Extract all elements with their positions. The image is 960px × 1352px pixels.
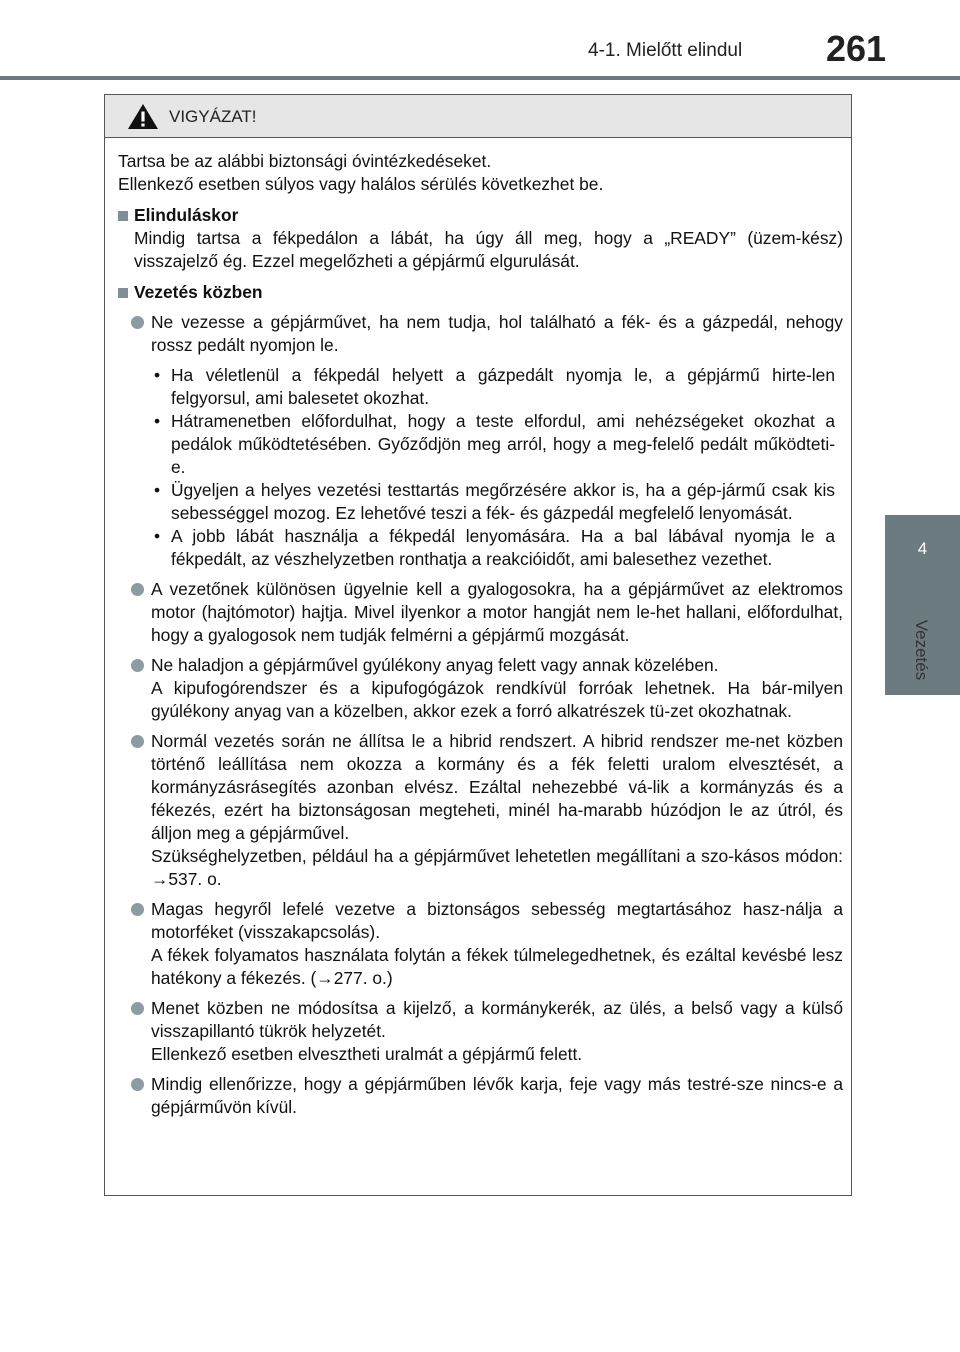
circle-bullet-icon [131, 1078, 144, 1091]
sub-list-item: • Ügyeljen a helyes vezetési testtartás megőrzésére akkor is, ha a gép-jármű csak kis sebességgel mozog. Ez lehetővé teszi a fék- és gázpedál megfelelő lenyomását. [151, 479, 835, 525]
circle-bullet-icon [131, 659, 144, 672]
section-heading [118, 204, 843, 227]
item-text: A kipufogórendszer és a kipufogógázok rendkívül forróak lehetnek. Ha bár-milyen gyúlékony anyag van a közelben, akkor ezek a forró alkatrészek tü-zet okozhatnak. [151, 678, 843, 721]
item-text: A fékek folyamatos használata folytán a fékek túlmelegedhetnek, és ezáltal kevésbé lesz hatékony a fékezés. (→277. o.) [151, 945, 843, 988]
chapter-label [896, 610, 946, 690]
item-text: Ellenkező esetben elvesztheti uralmát a gépjármű felett. [151, 1044, 583, 1064]
list-item [131, 578, 843, 647]
item-text: Ne vezesse a gépjárművet, ha nem tudja, hol található a fék- és a gázpedál, nehogy rossz pedált nyomjon le. [151, 312, 843, 355]
page-number: 261 [826, 28, 887, 69]
warning-box [104, 94, 852, 1196]
list-item [131, 730, 843, 891]
item-text: Mindig ellenőrizze, hogy a gépjárműben lévők karja, feje vagy más testré-sze nincs-e a gépjárművön kívül. [151, 1074, 843, 1117]
section-heading [118, 281, 843, 304]
intro-line: Ellenkező esetben súlyos vagy halálos sérülés következhet be. [118, 174, 604, 194]
item-text: Ne haladjon a gépjárművel gyúlékony anyag felett vagy annak közelében. [151, 655, 719, 675]
list-item [131, 1073, 843, 1119]
warning-triangle-icon [127, 103, 159, 130]
warning-body [105, 138, 851, 1119]
circle-bullet-icon [131, 903, 144, 916]
chapter-number: 4 [917, 539, 928, 558]
sub-list-item: • Ha véletlenül a fékpedál helyett a gázpedált nyomja le, a gépjármű hirte-len felgyorsul, ami balesetet okozhat. [151, 364, 835, 410]
square-bullet-icon [118, 211, 128, 221]
chapter-label-text: Vezetés [912, 619, 931, 681]
circle-bullet-icon [131, 735, 144, 748]
item-text: Normál vezetés során ne állítsa le a hibrid rendszert. A hibrid rendszer me-net közben történő leállítása nem okozza a kormány és a fék feletti uralom elvesztését, a kormányzásrásegítés azonban elvész. Ezáltal nehezebbé vá-lik a kormányzás és a fékezés, ezért ha biztonságosan megteheti, minél ha-marabb húzódjon le az útról, és álljon meg a gépjárművel. [151, 731, 843, 843]
warning-header [105, 95, 851, 138]
section-title-text: Vezetés közben [134, 282, 263, 302]
item-text: Szükséghelyzetben, például ha a gépjárművet lehetetlen megállítani a szo-kásos módon: →537. o. [151, 846, 843, 889]
list-item [131, 311, 843, 571]
section-driving [118, 281, 843, 1119]
circle-bullet-icon [131, 1002, 144, 1015]
section-text: Mindig tartsa a fékpedálon a lábát, ha úgy áll meg, hogy a „READY” (üzem-kész) visszajelző ég. Ezzel megelőzheti a gépjármű elgurulását. [134, 228, 843, 271]
list-item [131, 997, 843, 1066]
sub-list-item: • A jobb lábát használja a fékpedál lenyomására. Ha a bal lábával nyomja le a fékpedált, az vészhelyzetben ronthatja a reakcióidőt, ami balesethez vezethet. [151, 525, 835, 571]
intro-line: Tartsa be az alábbi biztonsági óvintézkedéseket. [118, 151, 492, 171]
section-title: 4-1. Mielőtt elindul [588, 40, 743, 61]
section-title-text: Elinduláskor [134, 205, 239, 225]
section-starting [118, 204, 843, 273]
warning-intro [118, 150, 843, 196]
list-item [131, 898, 843, 990]
square-bullet-icon [118, 288, 128, 298]
circle-bullet-icon [131, 583, 144, 596]
list-item [131, 654, 843, 723]
header-divider [0, 76, 960, 80]
sub-list-item: • Hátramenetben előfordulhat, hogy a teste elfordul, ami nehézségeket okozhat a pedálok működtetésében. Győződjön meg arról, hogy a meg-felelő pedált működteti-e. [151, 410, 835, 479]
item-text: Menet közben ne módosítsa a kijelző, a kormánykerék, az ülés, a belső vagy a külső visszapillantó tükrök helyzetét. [151, 998, 843, 1041]
sub-list [151, 364, 843, 571]
item-text: Magas hegyről lefelé vezetve a biztonságos sebesség megtartásához hasz-nálja a motorféket (visszakapcsolás). [151, 899, 843, 942]
item-text: A vezetőnek különösen ügyelnie kell a gyalogosokra, ha a gépjárművet az elektromos motor (hajtómotor) hajtja. Mivel ilyenkor a motor hangját nem le-het hallani, előfordulhat, hogy a gyalogosok nem tudják felmérni a gépjármű mozgását. [151, 579, 843, 645]
warning-title: VIGYÁZAT! [169, 107, 257, 126]
circle-bullet-icon [131, 316, 144, 329]
